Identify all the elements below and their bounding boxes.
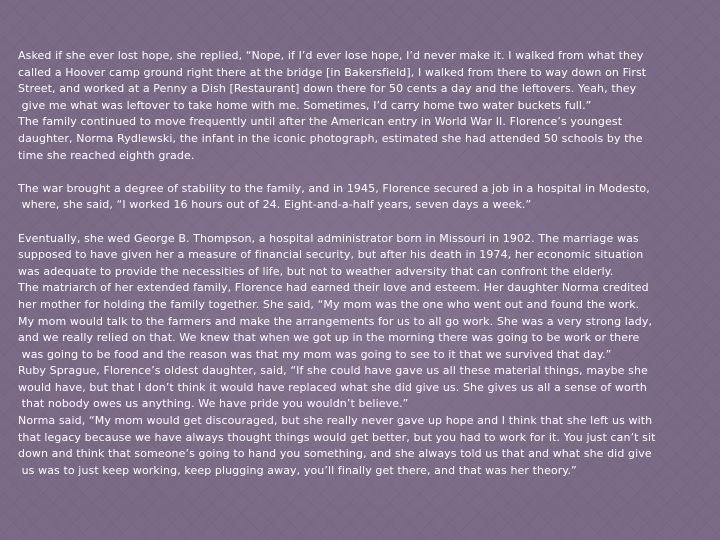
text-line: would have, but that I don’t think it would have replaced what she did give us. She gives us all a sense of worth xyxy=(18,380,647,394)
text-paragraph xyxy=(18,48,708,114)
text-line: where, she said, “I worked 16 hours out of 24. Eight-and-a-half years, seven days a week.” xyxy=(18,198,532,212)
text-line: daughter, Norma Rydlewski, the infant in the iconic photograph, estimated she had attended 50 schools by the xyxy=(18,131,643,145)
text-line: Norma said, “My mom would get discouraged, but she really never gave up hope and I think that she left us with xyxy=(18,414,653,428)
text-paragraph xyxy=(18,363,708,413)
text-line: give me what was leftover to take home with me. Sometimes, I’d carry home two water buckets full.” xyxy=(18,98,592,112)
text-paragraph xyxy=(18,413,708,479)
text-line: her mother for holding the family together. She said, “My mom was the one who went out and found the work. xyxy=(18,297,640,311)
text-paragraph xyxy=(18,181,708,214)
text-line: that legacy because we have always thought things would get better, but you had to work for it. You just can’t sit xyxy=(18,430,656,444)
text-paragraph xyxy=(18,280,708,363)
text-line: The matriarch of her extended family, Florence had earned their love and esteem. Her daughter Norma credited xyxy=(18,281,649,295)
text-line: was going to be food and the reason was that my mom was going to see to it that we survived that day.” xyxy=(18,347,612,361)
text-line: called a Hoover camp ground right there at the bridge [in Bakersfield], I walked from there to way down on First xyxy=(18,65,647,79)
text-line: Asked if she ever lost hope, she replied, “Nope, if I’d ever lose hope, I’d never make it. I walked from what they xyxy=(18,49,644,62)
text-line: supposed to have given her a measure of financial security, but after his death in 1974, her economic situation xyxy=(18,248,644,262)
text-line: Ruby Sprague, Florence’s oldest daughter, said, “If she could have gave us all these material things, maybe she xyxy=(18,364,648,378)
text-line: down and think that someone’s going to hand you something, and she always told us that and what she did give xyxy=(18,447,652,461)
text-line: The war brought a degree of stability to the family, and in 1945, Florence secured a job in a hospital in Modesto, xyxy=(18,181,650,195)
slide-text-body xyxy=(18,48,708,479)
text-paragraph xyxy=(18,114,708,164)
text-line: The family continued to move frequently until after the American entry in World War II. Florence’s youngest xyxy=(18,115,623,129)
text-line: was adequate to provide the necessities of life, but not to weather adversity that can confront the elderly. xyxy=(18,264,614,278)
text-line: Street, and worked at a Penny a Dish [Restaurant] down there for 50 cents a day and the leftovers. Yeah, they xyxy=(18,82,637,96)
text-line: My mom would talk to the farmers and make the arrangements for us to all go work. She was a very strong lady, xyxy=(18,314,653,328)
text-line: Eventually, she wed George B. Thompson, a hospital administrator born in Missouri in 1902. The marriage was xyxy=(18,231,639,245)
text-line: that nobody owes us anything. We have pride you wouldn’t believe.” xyxy=(18,397,409,411)
text-paragraph xyxy=(18,231,708,281)
text-line: us was to just keep working, keep plugging away, you’ll finally get there, and that was her theory.” xyxy=(18,463,577,477)
text-line: and we really relied on that. We knew that when we got up in the morning there was going to be work or there xyxy=(18,331,640,345)
text-line: time she reached eighth grade. xyxy=(18,148,195,162)
